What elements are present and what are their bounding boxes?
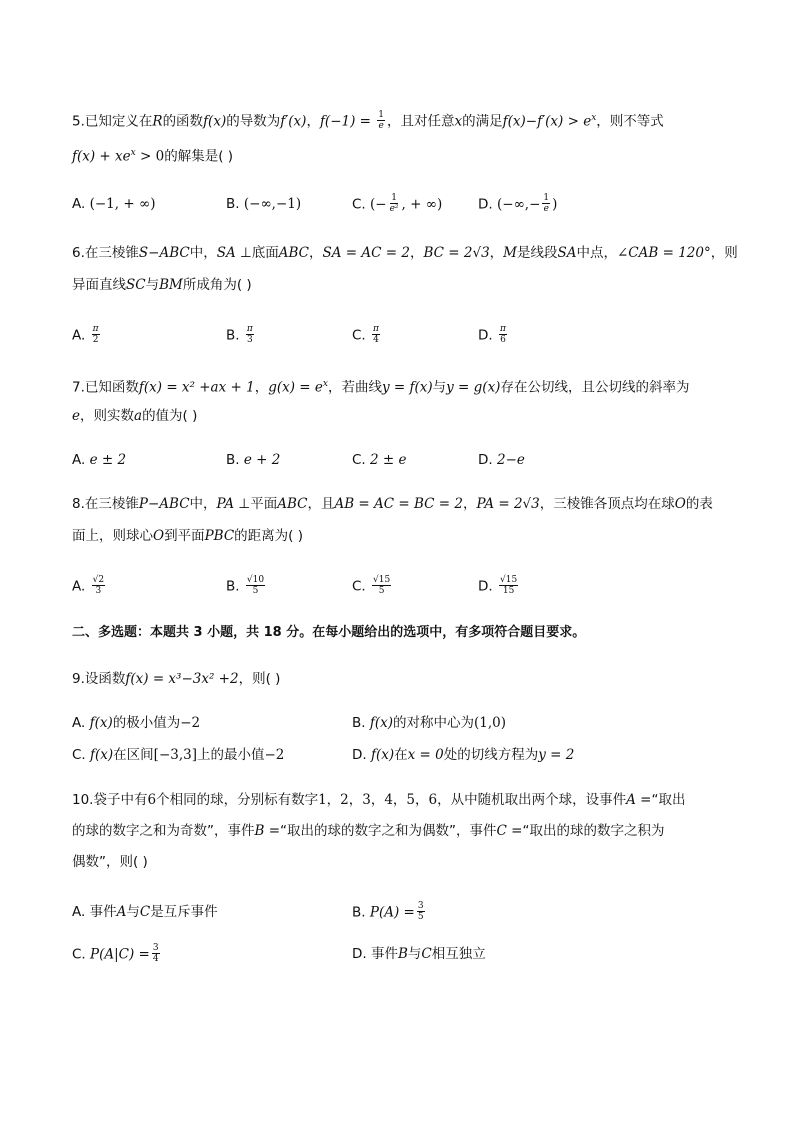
question-8-line-2: 面上，则球心O到平面PBC的距离为( ) <box>72 528 303 544</box>
q8-option-c[interactable]: C. $\frac{√15}{5}$ <box>352 575 391 596</box>
q5-option-b[interactable]: B. (−∞,−1) <box>226 196 302 212</box>
question-10-line-1: 10.袋子中有6个相同的球，分别标有数字1，2，3，4，5，6，从中随机取出两个球，设事件A =“取出 <box>72 792 686 808</box>
q8-option-b[interactable]: B. $\frac{√10}{5}$ <box>226 575 265 596</box>
question-5-line-2: $f(x) + xe^x > 0$的解集是( ) <box>72 148 234 165</box>
question-6-line-2: 异面直线SC与BM所成角为( ) <box>72 277 252 293</box>
q5-option-a[interactable]: A. (−1, + ∞) <box>72 196 156 212</box>
question-10-line-3: 偶数”，则( ) <box>72 854 148 870</box>
question-7-line-1: 7.已知函数f(x) = x² +ax + 1，$g(x) = e^x$，若曲线y = f(x)与y = g(x)存在公切线，且公切线的斜率为 <box>72 379 690 396</box>
q8-option-d[interactable]: D. $\frac{√15}{15}$ <box>478 575 518 596</box>
question-9-line-1: 9.设函数f(x) = x³−3x² +2，则( ) <box>72 671 281 687</box>
q5-option-c[interactable]: C. (− $\frac{1}{\text{e²}}$ , + ∞) <box>352 193 443 214</box>
q7-option-d[interactable]: D. 2−e <box>478 452 525 468</box>
q10-option-a[interactable]: A. 事件A与C是互斥事件 <box>72 904 218 920</box>
q10-option-b[interactable]: B. P(A) = $\frac{3}{5}$ <box>352 901 424 922</box>
q7-option-c[interactable]: C. 2 ± e <box>352 452 407 468</box>
question-10-line-2: 的球的数字之和为奇数”，事件B =“取出的球的数字之和为偶数”，事件C =“取出的球的数字之积为 <box>72 823 665 839</box>
question-5-line-1: 5.已知定义在R的函数f(x)的导数为f′(x)，f(−1) = $\frac{1}{e}$ ，且对任意x的满足$f(x)-f'(x) > e^x$，则不等式 <box>72 110 664 131</box>
q9-option-c[interactable]: C. f(x)在区间[−3,3]上的最小值−2 <box>72 747 285 763</box>
q6-option-c[interactable]: C. $\frac{\pi}{4}$ <box>352 324 379 345</box>
q6-option-b[interactable]: B. $\frac{\pi}{3}$ <box>226 324 253 345</box>
q9-option-b[interactable]: B. f(x)的对称中心为(1,0) <box>352 715 507 731</box>
q7-option-a[interactable]: A. e ± 2 <box>72 452 127 468</box>
question-6-line-1: 6.在三棱锥S−ABC中，SA ⊥底面ABC，SA = AC = 2，BC = 2√3，M是线段SA中点，∠CAB = 120°，则 <box>72 245 738 261</box>
q5-option-d[interactable]: D. (−∞,− $\frac{1}{e}$ ) <box>478 193 558 214</box>
fraction: $\frac{1}{e}$ <box>378 110 385 131</box>
q8-option-a[interactable]: A. $\frac{√2}{3}$ <box>72 575 105 596</box>
q7-option-b[interactable]: B. e + 2 <box>226 452 281 468</box>
q6-option-d[interactable]: D. $\frac{\pi}{6}$ <box>478 324 506 345</box>
q9-option-d[interactable]: D. f(x)在x = 0处的切线方程为y = 2 <box>352 747 575 763</box>
q10-option-c[interactable]: C. P(A|C) = $\frac{3}{4}$ <box>72 943 159 964</box>
q6-option-a[interactable]: A. $\frac{\pi}{2}$ <box>72 324 99 345</box>
q10-option-d[interactable]: D. 事件B与C相互独立 <box>352 946 486 962</box>
section-heading-multiple-choice: 二、多选题：本题共 3 小题，共 18 分。在每小题给出的选项中，有多项符合题目要求。 <box>72 625 586 640</box>
question-7-line-2: e，则实数a的值为( ) <box>72 408 198 424</box>
q9-option-a[interactable]: A. f(x)的极小值为−2 <box>72 715 201 731</box>
question-8-line-1: 8.在三棱锥P−ABC中，PA ⊥平面ABC，且AB = AC = BC = 2，PA = 2√3，三棱锥各顶点均在球O的表 <box>72 496 713 512</box>
